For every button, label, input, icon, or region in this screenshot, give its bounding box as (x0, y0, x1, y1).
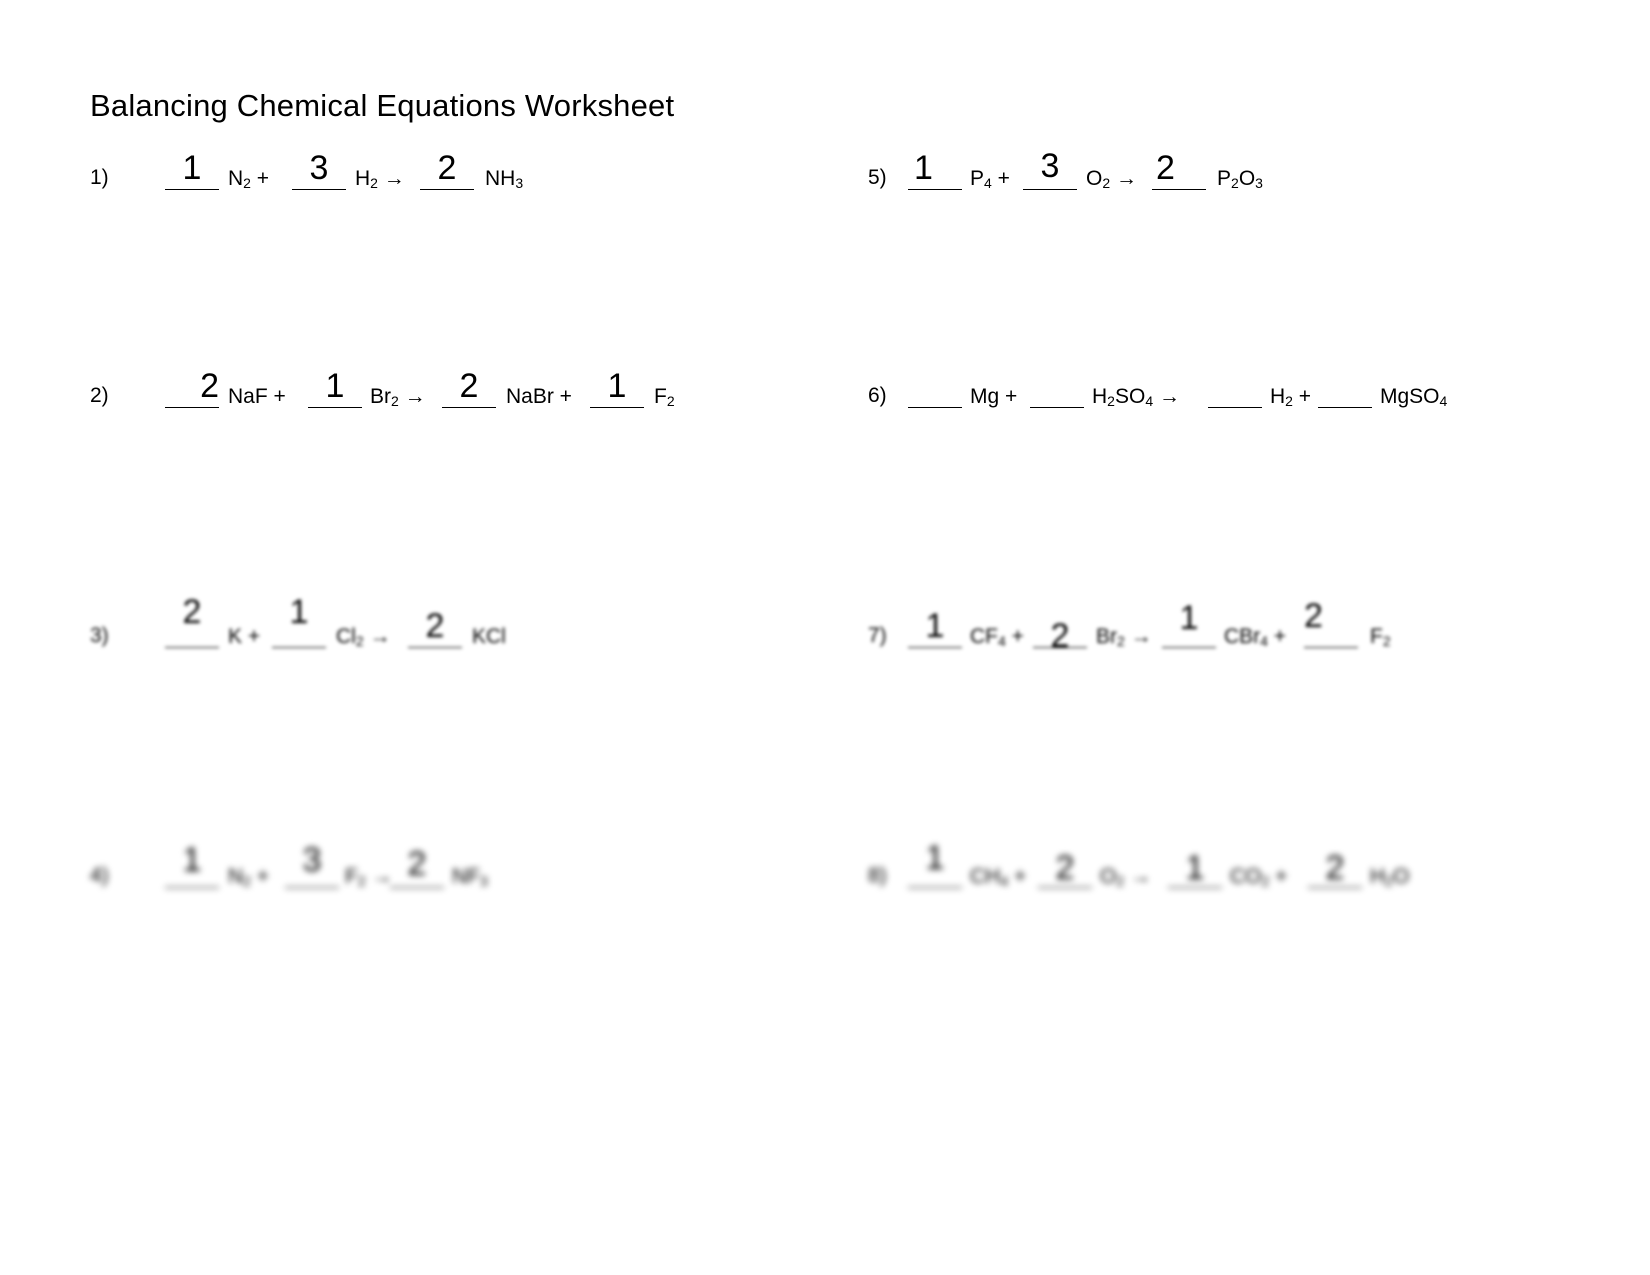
answer-blank[interactable]: 2 (1304, 607, 1358, 648)
problem-number: 1) (90, 166, 109, 189)
answer-blank[interactable]: 1 (908, 607, 962, 648)
answer-blank[interactable]: 2 (1308, 847, 1362, 888)
term: $H_2$ → (355, 167, 405, 191)
term: CBr$_4$ + (1224, 625, 1287, 649)
answer-blank[interactable]: 1 (165, 847, 219, 888)
answer-blank[interactable]: 2 (408, 607, 462, 648)
answer-blank[interactable] (1208, 367, 1262, 408)
answer-blank[interactable]: 1 (1162, 607, 1216, 648)
equation-6 (868, 368, 1568, 408)
answer-blank[interactable]: 1 (908, 847, 962, 888)
term: $O_2$ → (1100, 865, 1151, 889)
term: KCl (472, 625, 506, 648)
term: $H_2SO_4$ → (1092, 385, 1180, 409)
answer-blank[interactable] (908, 367, 962, 408)
answer-blank[interactable] (1318, 367, 1372, 408)
answer-blank[interactable]: 2 (420, 149, 474, 190)
term: $P_2O_3$ (1217, 167, 1263, 191)
term: $Cl_2$ → (336, 625, 391, 649)
term: NaBr + (506, 385, 572, 408)
term: $Br_2$ → (370, 385, 426, 409)
answer-blank[interactable]: 1 (165, 149, 219, 190)
answer-blank[interactable]: 1 (1168, 847, 1222, 888)
term: $P_4$ + (970, 167, 1010, 191)
equation-3 (90, 590, 790, 649)
answer-blank[interactable]: 2 (1038, 847, 1092, 888)
problem-number: 4) (90, 864, 109, 887)
answer-blank[interactable]: 2 (390, 847, 444, 888)
term: $O_2$ → (1086, 167, 1137, 191)
answer-blank[interactable]: 3 (292, 149, 346, 190)
answer-blank[interactable]: 2 (1033, 607, 1087, 648)
term: $H_2O$ (1370, 865, 1410, 889)
problem-number: 2) (90, 384, 109, 407)
term: MgSO$_4$ (1380, 385, 1448, 409)
equation-8 (868, 838, 1568, 888)
problem-number: 5) (868, 166, 887, 189)
term: $F_2$ (1370, 625, 1391, 649)
answer-blank[interactable]: 1 (272, 607, 326, 648)
term: $CF_4$ + (970, 625, 1024, 649)
term: NaF + (228, 385, 286, 408)
term: K + (228, 625, 261, 648)
problem-number: 3) (90, 624, 109, 647)
equation-4 (90, 838, 790, 888)
term: $H_2$ + (1270, 385, 1312, 409)
problem-number: 6) (868, 384, 887, 407)
answer-blank[interactable]: 2 (442, 367, 496, 408)
answer-blank[interactable]: 1 (590, 367, 644, 408)
answer-blank[interactable]: 3 (1023, 149, 1077, 190)
answer-blank[interactable]: 2 (165, 367, 219, 408)
problem-number: 8) (868, 864, 887, 887)
term: $NF_3$ (452, 865, 488, 889)
equation-5 (868, 147, 1568, 191)
equation-1 (90, 150, 790, 190)
term: $NH_3$ (485, 167, 524, 191)
answer-blank[interactable] (1030, 367, 1084, 408)
term: $CH_4$ + (970, 865, 1027, 889)
term: $Br_2$ → (1096, 625, 1152, 649)
term: $N_2$ + (228, 167, 270, 191)
answer-blank[interactable]: 1 (308, 367, 362, 408)
answer-blank[interactable]: 1 (908, 149, 962, 190)
equation-7 (868, 590, 1568, 655)
term: Mg + (970, 385, 1018, 408)
problem-number: 7) (868, 624, 887, 647)
term: $F_2$ (654, 385, 675, 409)
answer-blank[interactable]: 2 (165, 607, 219, 648)
term: $N_2$ + (228, 865, 270, 889)
page-title: Balancing Chemical Equations Worksheet (90, 88, 675, 123)
answer-blank[interactable]: 3 (285, 847, 339, 888)
term: $CO_2$ + (1230, 865, 1288, 889)
answer-blank[interactable]: 2 (1152, 149, 1206, 190)
term: $F_2$ → (345, 865, 393, 889)
equation-2 (90, 368, 790, 408)
